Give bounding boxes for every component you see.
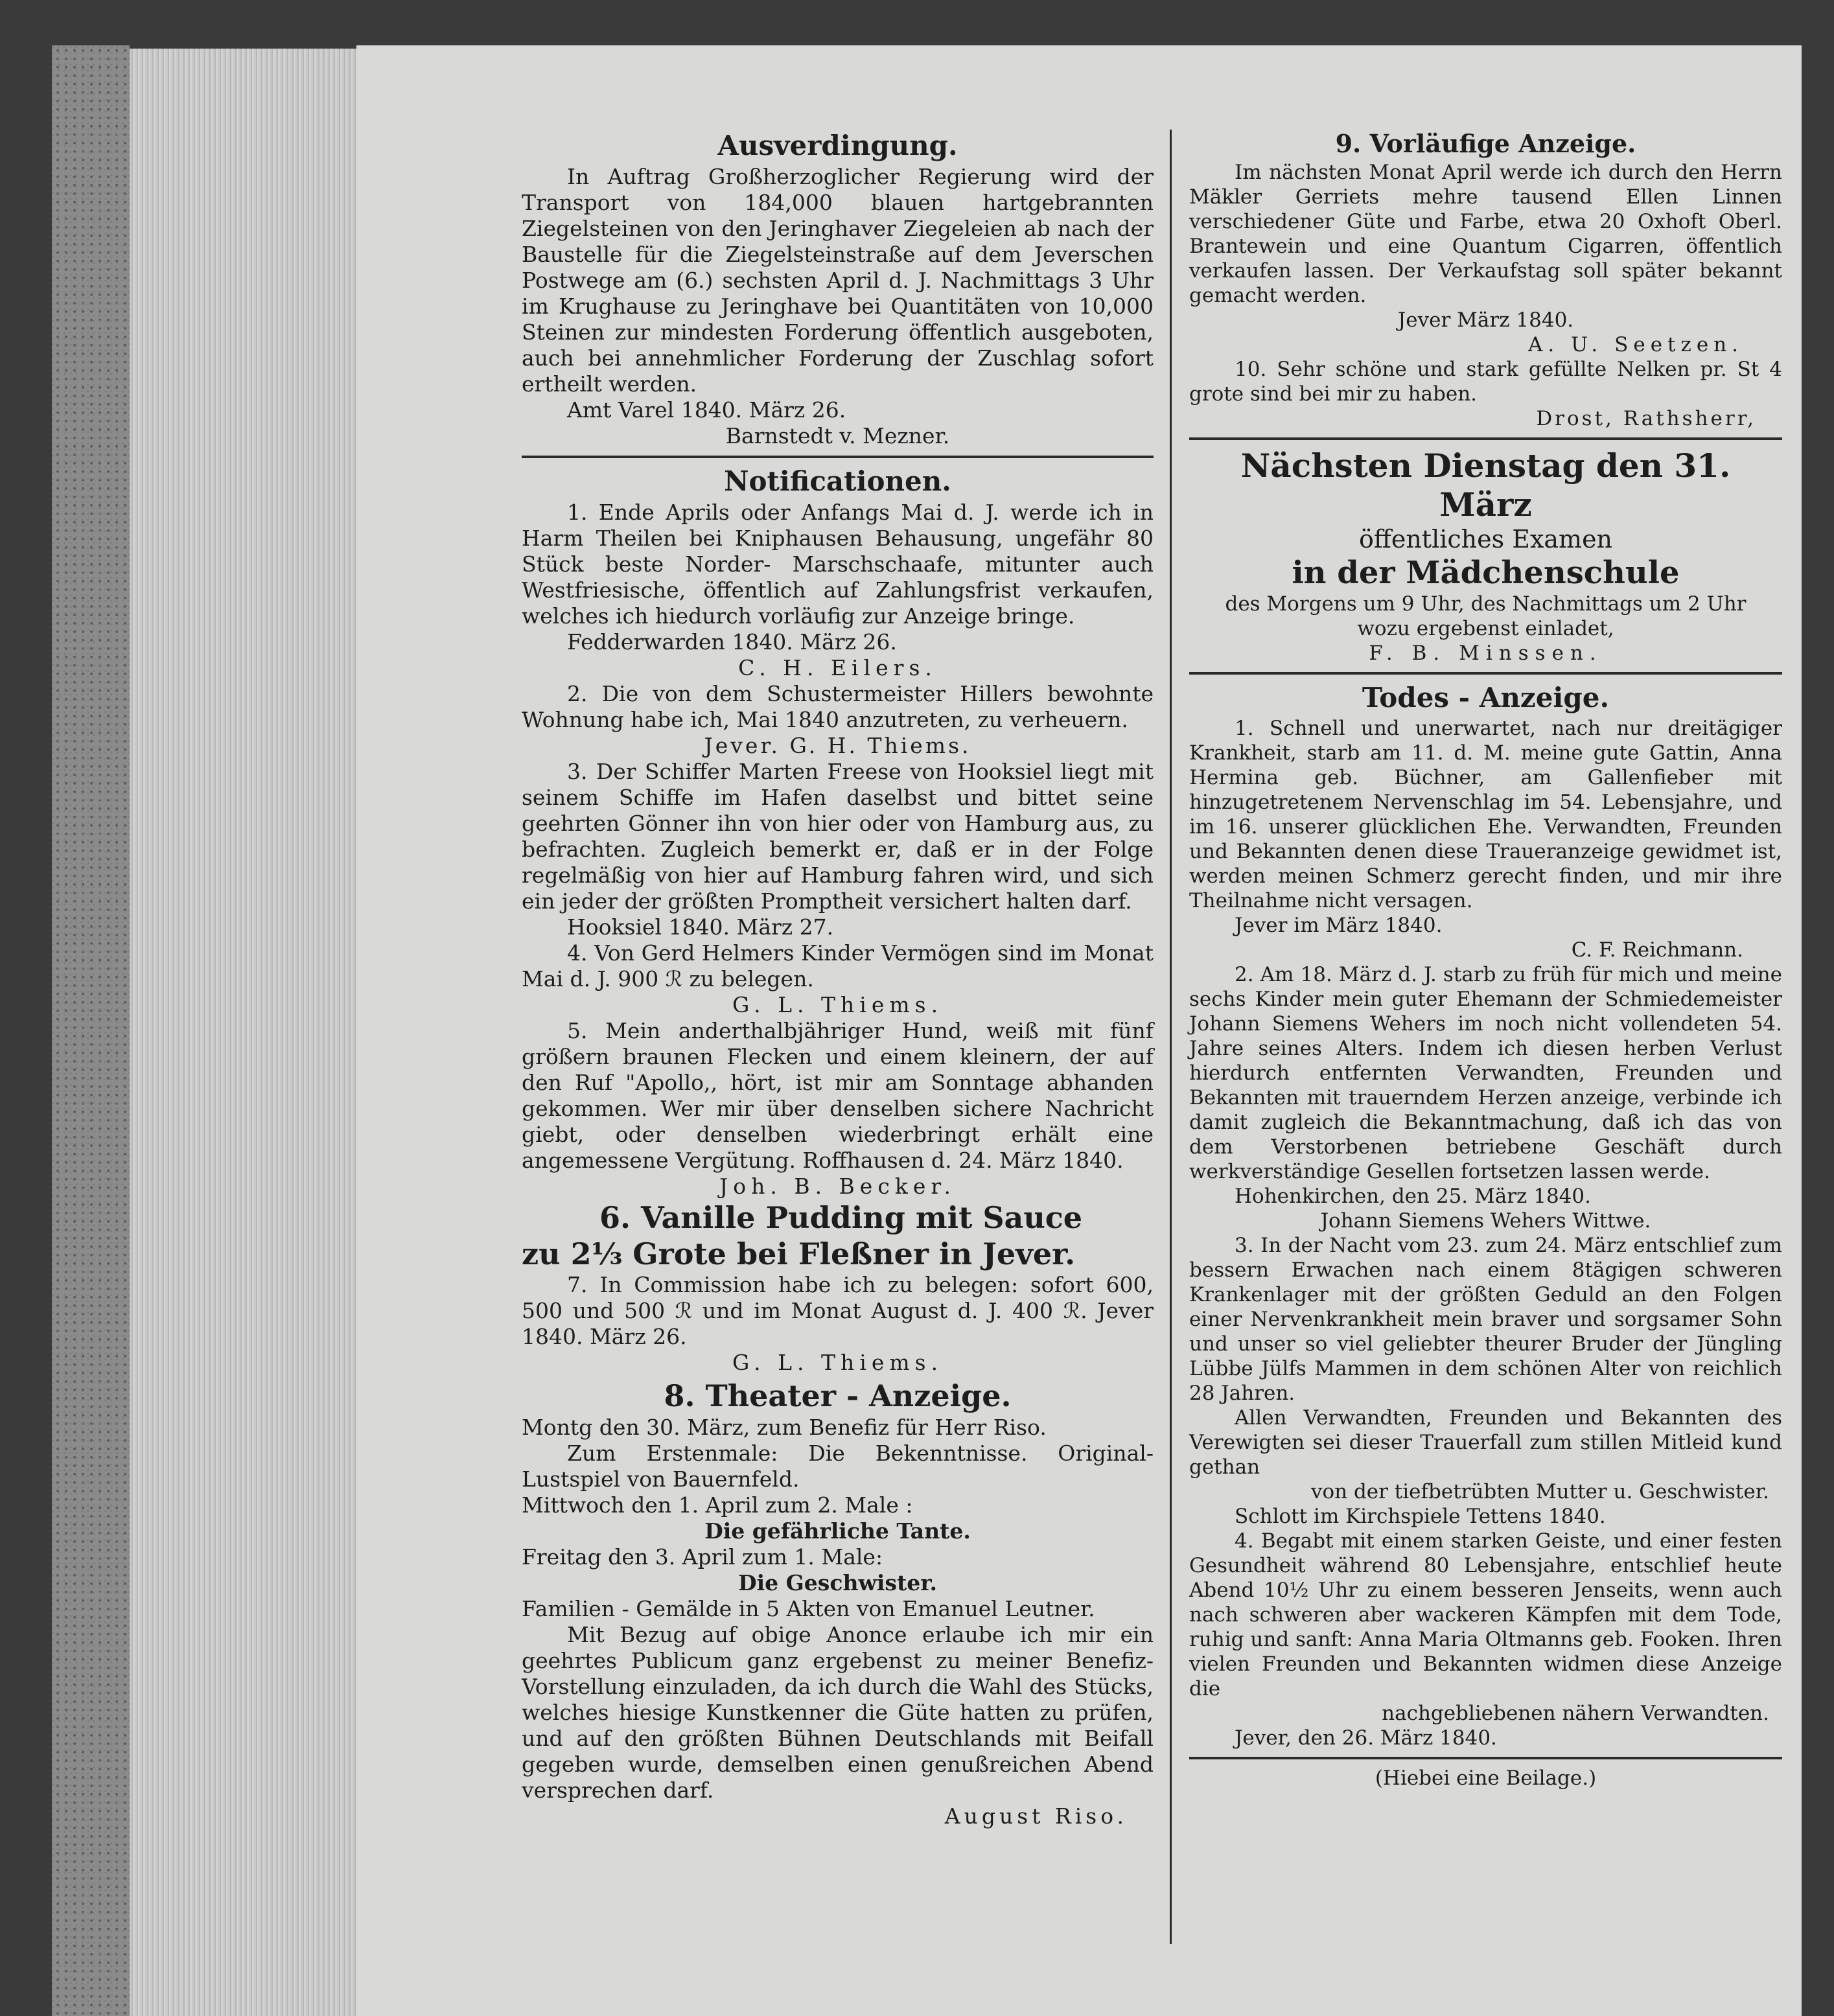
death-notice-4-place: Jever, den 26. März 1840.	[1235, 1726, 1497, 1750]
death-notice-2-place: Hohenkirchen, den 25. März 1840.	[1235, 1185, 1591, 1208]
notice-5-body: 5. Mein anderthalbjähriger Hund, weiß mit fünf größern braunen Flecken und einem kleinern, der auf den Ruf "Apollo,, hört, ist mir am Sonntage abhanden gekommen. Wer mir über denselben sichere Nachricht giebt, oder denselben wiederbringt erhält eine angemessene Vergütung. Roffhausen d. 24. März 1840.	[522, 1018, 1154, 1173]
ausverdingung-signature: Barnstedt v. Mezner.	[725, 423, 950, 448]
notice-6-line-1: 6. Vanille Pudding mit Sauce	[599, 1200, 1083, 1235]
theater-line-2: Zum Erstenmale: Die Bekenntnisse. Original-Lustspiel von Bauernfeld.	[522, 1441, 1154, 1492]
theater-line-7: Familien - Gemälde in 5 Akten von Emanuel Leutner.	[522, 1596, 1095, 1621]
exam-line-4: des Morgens um 9 Uhr, des Nachmittags um 2 Uhr	[1225, 592, 1747, 616]
notice-1-place: Fedderwarden 1840. März 26.	[567, 629, 897, 655]
theater-line-3: Mittwoch den 1. April zum 2. Male :	[522, 1492, 913, 1518]
theater-title: 8. Theater - Anzeige.	[664, 1378, 1012, 1413]
notice-5-signature: Joh. B. Becker.	[719, 1174, 956, 1199]
death-notice-3-body: 3. In der Nacht vom 23. zum 24. März entschlief zum bessern Erwachen nach einem 8tägigen schweren Krankenlager mit der größten Geduld an den Folgen einer Nervenkrankheit mein braver und sorgsamer Sohn und unser so viel geliebter theurer Bruder der Jüngling Lübbe Jülfs Mammen in dem schönen Alter von reichlich 28 Jahren.	[1189, 1234, 1782, 1405]
death-notice-3-place: Schlott im Kirchspiele Tettens 1840.	[1235, 1505, 1606, 1528]
notice-9-title: 9. Vorläufige Anzeige.	[1335, 129, 1636, 158]
theater-line-1: Montg den 30. März, zum Benefiz für Herr Riso.	[522, 1415, 1047, 1440]
ausverdingung-place: Amt Varel 1840. März 26.	[567, 397, 846, 423]
exam-signature: F. B. Minssen.	[1369, 642, 1603, 665]
theater-body: Mit Bezug auf obige Anonce erlaube ich mir ein geehrtes Publicum ganz ergebenst zu meiner Benefiz-Vorstellung einzuladen, da ich durch die Wahl des Stücks, welches hiesige Kunstkenner die Güte hatten zu prüfen, und auf den größten Bühnen Deutschlands mit Beifall gegeben wurde, demselben einen genußreichen Abend versprechen darf.	[522, 1622, 1154, 1803]
death-notice-3-signature: von der tiefbetrübten Mutter u. Geschwister.	[1310, 1480, 1769, 1503]
notice-9-signature: A. U. Seetzen.	[1528, 333, 1743, 356]
death-notice-2-signature: Johann Siemens Wehers Wittwe.	[1320, 1209, 1651, 1233]
theater-line-5: Freitag den 3. April zum 1. Male:	[522, 1544, 883, 1570]
theater-line-4: Die gefährliche Tante.	[704, 1518, 971, 1544]
exam-line-1: Nächsten Dienstag den 31. März	[1240, 446, 1731, 524]
todes-title: Todes - Anzeige.	[1362, 682, 1610, 713]
notice-7-body: 7. In Commission habe ich zu belegen: sofort 600, 500 und 500 ℛ und im Monat August d. J. 400 ℛ. Jever 1840. März 26.	[522, 1272, 1154, 1349]
notice-3-place: Hooksiel 1840. März 27.	[567, 914, 834, 940]
notice-4-body: 4. Von Gerd Helmers Kinder Vermögen sind im Monat Mai d. J. 900 ℛ zu belegen.	[522, 940, 1154, 991]
divider-4	[1189, 1757, 1782, 1759]
left-column	[522, 126, 1154, 1829]
exam-line-3: in der Mädchenschule	[1292, 555, 1680, 591]
notice-1-body: 1. Ende Aprils oder Anfangs Mai d. J. werde ich in Harm Theilen bei Kniphausen Behausung, ungefähr 80 Stück beste Norder- Marschschaafe, mitunter auch Westfriesische, öffentlich auf Zahlungsfrist verkaufen, welches ich hiedurch vorläufig zur Anzeige bringe.	[522, 500, 1154, 629]
divider-3	[1189, 672, 1782, 675]
notifications-title: Notificationen.	[724, 465, 951, 497]
theater-signature: August Riso.	[944, 1803, 1128, 1829]
death-notice-2-body: 2. Am 18. März d. J. starb zu früh für mich und meine sechs Kinder mein guter Ehemann der Schmiedemeister Johann Siemens Wehers im noch nicht vollendeten 54. Jahre seines Alters. Indem ich diesen herben Verlust hierdurch entfernten Verwandten, Freunden und Bekannten mit trauerndem Herzen anzeige, verbinde ich damit zugleich die Bekanntmachung, daß ich das von dem Verstorbenen betriebene Geschäft durch werkverständige Gesellen fortsetzen lassen werde.	[1189, 963, 1782, 1183]
death-notice-4-body: 4. Begabt mit einem starken Geiste, und einer festen Gesundheit während 80 Lebensjahre, entschlief heute Abend 10½ Uhr zu einem besseren Jenseits, wenn auch nach schweren aber wackeren Kämpfen mit dem Tode, ruhig und sanft: Anna Maria Oltmanns geb. Fooken. Ihren vielen Freunden und Bekannten widmen diese Anzeige die	[1189, 1529, 1782, 1700]
newspaper-page	[356, 45, 1802, 2016]
notice-10-signature: Drost, Rathsherr,	[1536, 407, 1756, 430]
notice-4-signature: G. L. Thiems.	[732, 992, 944, 1017]
death-notice-4-signature: nachgebliebenen nähern Verwandten.	[1382, 1702, 1769, 1725]
death-notice-3-body-2: Allen Verwandten, Freunden und Bekannten des Verewigten sei dieser Trauerfall zum stillen Mitleid kund gethan	[1189, 1406, 1782, 1479]
death-notice-1-signature: C. F. Reichmann.	[1571, 938, 1743, 962]
beilage-note: (Hiebei eine Beilage.)	[1375, 1767, 1597, 1790]
death-notice-1-body: 1. Schnell und unerwartet, nach nur dreitägiger Krankheit, starb am 11. d. M. meine gute Gattin, Anna Hermina geb. Büchner, am Gallenfieber mit hinzugetretenem Nervenschlag im 54. Lebensjahre, und im 16. unserer glücklichen Ehe. Verwandten, Freunden und Bekannten denen diese Traueranzeige gewidmet ist, werden meinen Schmerz gerecht finden, und mir ihre Theilnahme nicht versagen.	[1189, 717, 1782, 912]
notice-9-body: Im nächsten Monat April werde ich durch den Herrn Mäkler Gerriets mehre tausend Ellen Linnen verschiedener Güte und Farbe, etwa 20 Oxhoft Oberl. Brantewein und eine Quantum Cigarren, öffentlich verkaufen lassen. Der Verkaufstag soll später bekannt gemacht werden.	[1189, 161, 1782, 307]
notice-6-line-2: zu 2⅓ Grote bei Fleßner in Jever.	[522, 1236, 1076, 1271]
book-cover-edge	[52, 45, 130, 2016]
ausverdingung-body: In Auftrag Großherzoglicher Regierung wird der Transport von 184,000 blauen hartgebrannten Ziegelsteinen von den Jeringhaver Ziegeleien ab nach der Baustelle für die Ziegelsteinstraße auf dem Jeverschen Postwege am (6.) sechsten April d. J. Nachmittags 3 Uhr im Krughause zu Jeringhave bei Quantitäten von 10,000 Steinen zur mindesten Forderung öffentlich ausgeboten, auch bei annehmlicher Forderung der Zuschlag sofort ertheilt werden.	[522, 164, 1154, 397]
ausverdingung-title: Ausverdingung.	[717, 130, 958, 161]
notice-1-signature: C. H. Eilers.	[738, 655, 937, 680]
right-column	[1189, 126, 1782, 1790]
notice-2-signature: Jever. G. H. Thiems.	[704, 733, 971, 758]
notice-3-body: 3. Der Schiffer Marten Freese von Hooksiel liegt mit seinem Schiffe im Hafen daselbst und bittet seine geehrten Gönner ihn von hier oder von Hamburg aus, zu befrachten. Zugleich bemerkt er, daß er in der Folge regelmäßig von hier auf Hamburg fahren wird, und sich ein jeder der größten Promptheit versichert halten darf.	[522, 759, 1154, 914]
column-divider	[1170, 130, 1172, 1944]
exam-line-5: wozu ergebenst einladet,	[1357, 617, 1614, 640]
death-notice-1-place: Jever im März 1840.	[1235, 914, 1443, 937]
exam-line-2: öffentliches Examen	[1358, 525, 1613, 553]
page-block-edge	[130, 49, 356, 2016]
notice-10-body: 10. Sehr schöne und stark gefüllte Nelken pr. St 4 grote sind bei mir zu haben.	[1189, 358, 1782, 406]
notice-2-body: 2. Die von dem Schustermeister Hillers bewohnte Wohnung habe ich, Mai 1840 anzutreten, zu verheuern.	[522, 681, 1154, 732]
notice-7-signature: G. L. Thiems.	[732, 1350, 944, 1375]
divider-1	[522, 456, 1154, 458]
divider-2	[1189, 437, 1782, 440]
notice-9-place: Jever März 1840.	[1397, 308, 1574, 332]
theater-line-6: Die Geschwister.	[737, 1570, 938, 1595]
